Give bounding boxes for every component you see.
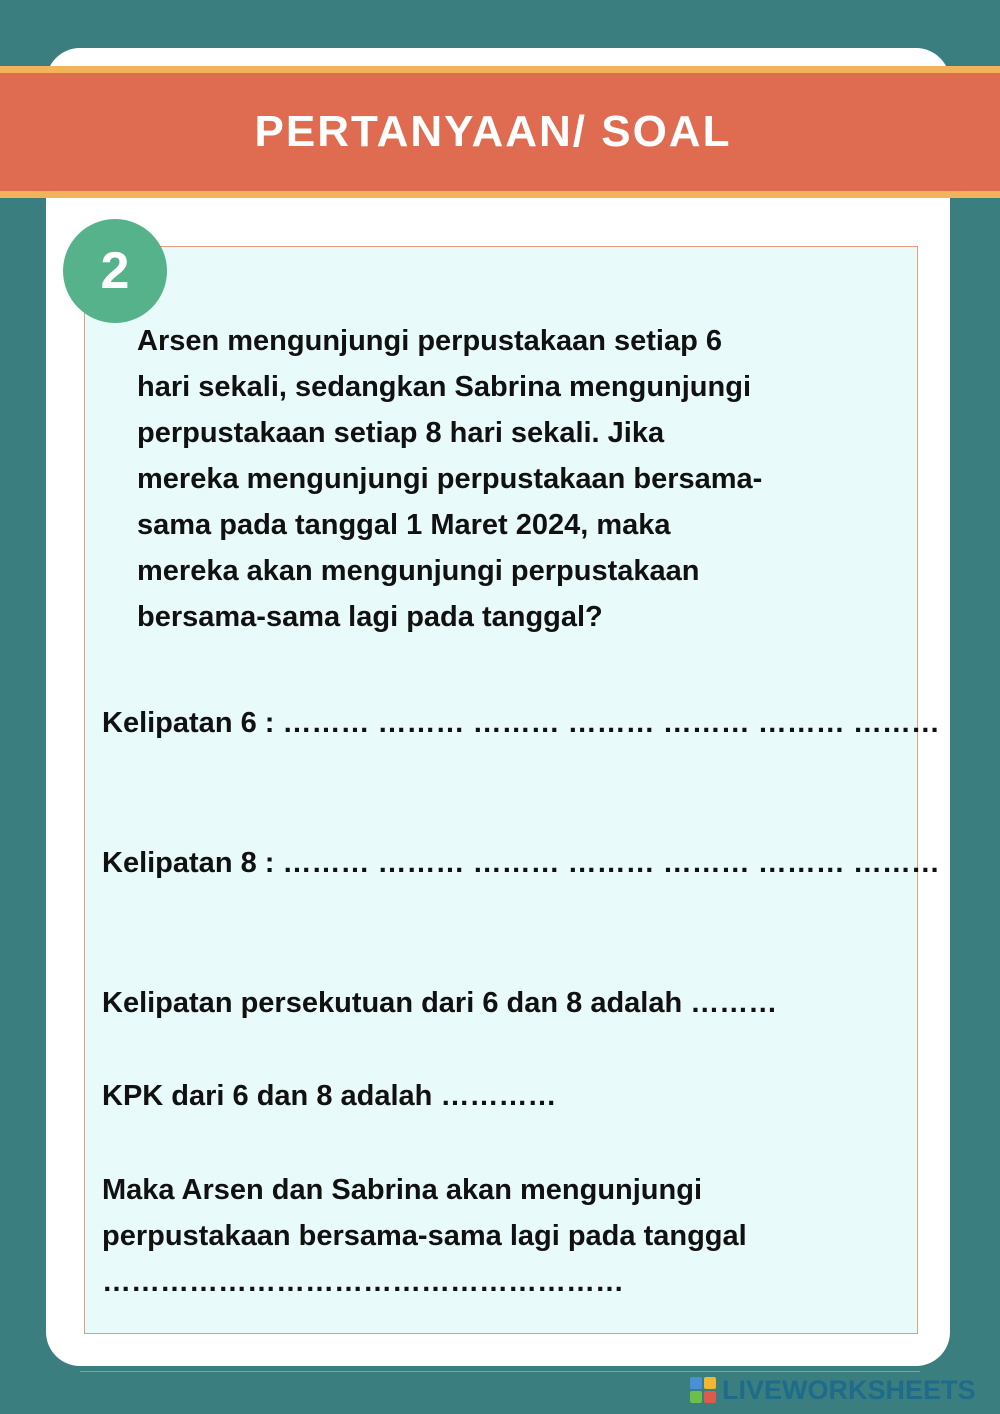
brand-grid-icon bbox=[690, 1377, 716, 1403]
question-line: bersama-sama lagi pada tanggal? bbox=[137, 601, 603, 633]
multiples-of-8-answer[interactable]: Kelipatan 8 : ……… ……… ……… ……… ……… ……… ……… bbox=[102, 847, 940, 879]
multiples-of-6-answer[interactable]: Kelipatan 6 : ……… ……… ……… ……… ……… ……… ……… bbox=[102, 707, 940, 739]
question-line: Arsen mengunjungi perpustakaan setiap 6 bbox=[137, 325, 722, 357]
lcm-answer[interactable]: KPK dari 6 dan 8 adalah ………… bbox=[102, 1080, 557, 1112]
question-line: sama pada tanggal 1 Maret 2024, maka bbox=[137, 509, 671, 541]
common-multiples-answer[interactable]: Kelipatan persekutuan dari 6 dan 8 adalah ……… bbox=[102, 987, 778, 1019]
header-banner bbox=[0, 73, 1000, 191]
brand-logo bbox=[690, 1374, 976, 1406]
question-text bbox=[137, 318, 897, 640]
conclusion-text-line-1: Maka Arsen dan Sabrina akan mengunjungi bbox=[102, 1174, 703, 1206]
conclusion-text-line-2: perpustakaan bersama-sama lagi pada tanggal bbox=[102, 1220, 747, 1252]
question-line: hari sekali, sedangkan Sabrina mengunjungi bbox=[137, 371, 751, 403]
conclusion-date-answer[interactable]: ……………………………………………… bbox=[102, 1266, 624, 1298]
question-line: perpustakaan setiap 8 hari sekali. Jika bbox=[137, 417, 665, 449]
footer-divider bbox=[80, 1371, 920, 1372]
page-title: PERTANYAAN/ SOAL bbox=[254, 107, 732, 156]
question-line: mereka akan mengunjungi perpustakaan bbox=[137, 555, 700, 587]
question-line: mereka mengunjungi perpustakaan bersama- bbox=[137, 463, 763, 495]
brand-name: LIVEWORKSHEETS bbox=[722, 1374, 976, 1405]
question-number-badge: 2 bbox=[63, 219, 167, 323]
